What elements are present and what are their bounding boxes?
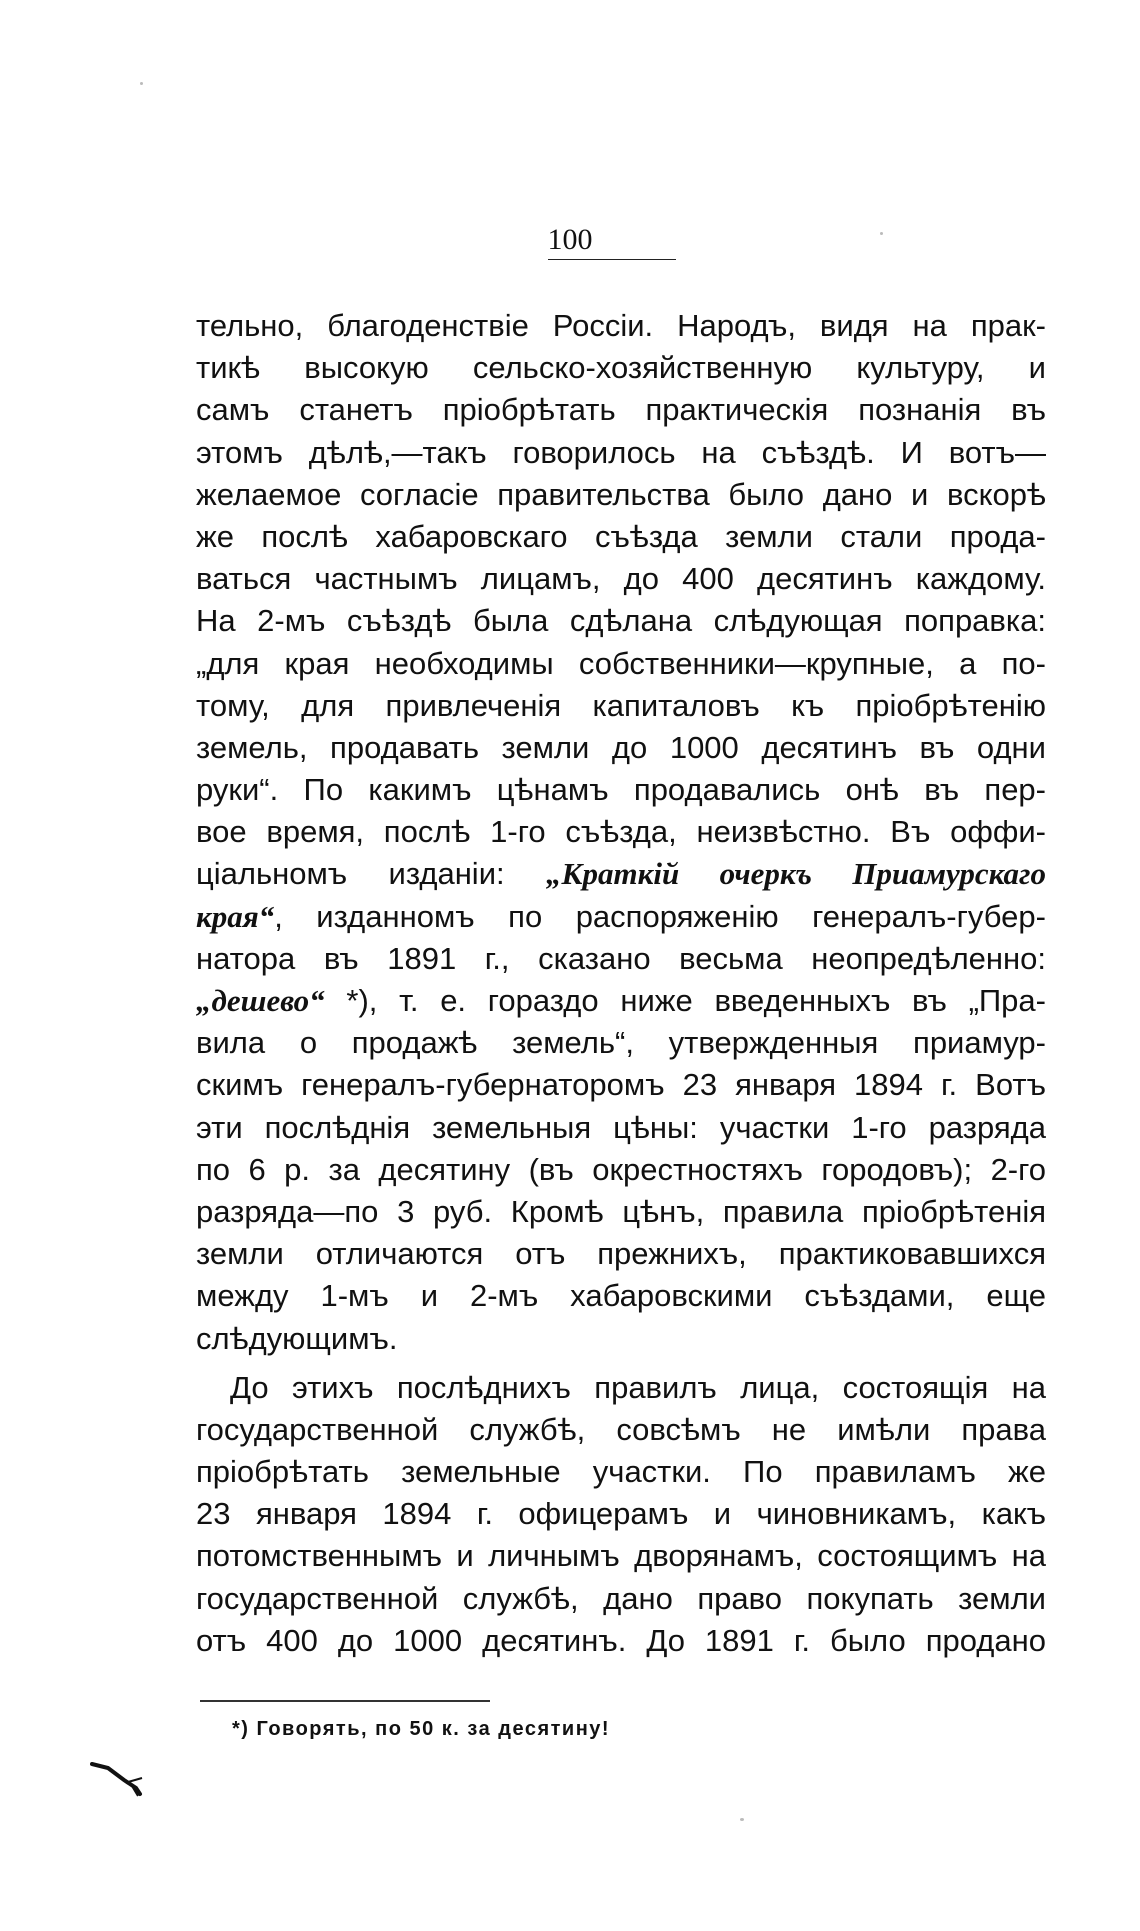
text-line: по 6 р. за десятину (въ окрестностяхъ городовъ); 2-го xyxy=(196,1151,1046,1187)
body-text xyxy=(196,305,1046,1662)
text-line: между 1-мъ и 2-мъ хабаровскими съѣздами, еще xyxy=(196,1278,1046,1314)
text-line: земель, продавать земли до 1000 десятинъ въ одни xyxy=(196,729,1046,765)
text-line: разряда—по 3 руб. Кромѣ цѣнъ, правила пріобрѣтенія xyxy=(196,1193,1046,1229)
text-line: На 2-мъ съѣздѣ была сдѣлана слѣдующая поправка: xyxy=(196,603,1046,639)
text-line: тикѣ высокую сельско-хозяйственную культуру, и xyxy=(196,350,1046,386)
text-line: „для края необходимы собственники—крупные, а по- xyxy=(196,645,1046,681)
text-line: натора въ 1891 г., сказано весьма неопредѣленно: xyxy=(196,940,1046,976)
text-line: тому, для привлеченія капиталовъ къ пріобрѣтенію xyxy=(196,687,1046,723)
text-line: отъ 400 до 1000 десятинъ. До 1891 г. было продано xyxy=(196,1622,1046,1658)
text-line: же послѣ хабаровскаго съѣзда земли стали прода- xyxy=(196,518,1046,554)
ink-mark-icon xyxy=(90,1758,150,1798)
page-number: 100 xyxy=(547,223,593,256)
text-line: тельно, благоденствіе Россіи. Народъ, видя на прак- xyxy=(196,308,1046,343)
text-line xyxy=(196,853,1046,895)
text-segment: ціальномъ изданіи: xyxy=(196,856,546,892)
text-line: потомственнымъ и личнымъ дворянамъ, состоящимъ на xyxy=(196,1538,1046,1574)
text-line: государственной службѣ, дано право покупать земли xyxy=(196,1580,1046,1616)
text-line: вое время, послѣ 1-го съѣзда, неизвѣстно. Въ оффи- xyxy=(196,814,1046,850)
text-line: самъ станетъ пріобрѣтать практическія познанія въ xyxy=(196,392,1046,428)
paper-speck xyxy=(140,82,143,85)
publication-title: „Краткій очеркъ Приамурскаго xyxy=(545,856,1047,892)
text-line: слѣдующимъ. xyxy=(196,1320,398,1356)
text-line: желаемое согласіе правительства было дано и вскорѣ xyxy=(196,476,1046,512)
footnote-rule xyxy=(200,1700,490,1702)
footnote: *) Говорять, по 50 к. за десятину! xyxy=(232,1718,611,1740)
text-line xyxy=(196,896,1046,938)
text-line: эти послѣднія земельныя цѣны: участки 1-го разряда xyxy=(196,1109,1046,1145)
text-line: государственной службѣ, совсѣмъ не имѣли права xyxy=(196,1411,1046,1447)
paragraph-gap xyxy=(196,1360,1046,1367)
text-line: руки“. По какимъ цѣнамъ продавались онѣ въ пер- xyxy=(196,772,1046,808)
text-segment: , изданномъ по распоряженію генералъ-губер- xyxy=(274,898,1046,934)
text-line: скимъ генералъ-губернаторомъ 23 января 1894 г. Вотъ xyxy=(196,1067,1046,1103)
text-line: 23 января 1894 г. офицерамъ и чиновникамъ, какъ xyxy=(196,1496,1046,1532)
text-line: вила о продажѣ земель“, утвержденныя приамур- xyxy=(196,1025,1046,1061)
paper-speck xyxy=(740,1818,744,1821)
text-line: До этихъ послѣднихъ правилъ лица, состоящія на xyxy=(230,1369,1046,1405)
text-line: ваться частнымъ лицамъ, до 400 десятинъ каждому. xyxy=(196,561,1046,597)
italic-quote: „дешево“ xyxy=(196,983,325,1018)
paper-speck xyxy=(880,232,883,235)
text-line: пріобрѣтать земельные участки. По правиламъ же xyxy=(196,1454,1046,1490)
text-line xyxy=(196,980,1046,1022)
text-line: этомъ дѣлѣ,—такъ говорилось на съѣздѣ. И вотъ— xyxy=(196,434,1046,470)
text-segment: *), т. е. гораздо ниже введенныхъ въ „Пра- xyxy=(324,983,1046,1018)
text-line: земли отличаются отъ прежнихъ, практиковавшихся xyxy=(196,1236,1046,1272)
page-number-rule xyxy=(548,259,676,260)
publication-title-end: края“ xyxy=(196,898,275,934)
